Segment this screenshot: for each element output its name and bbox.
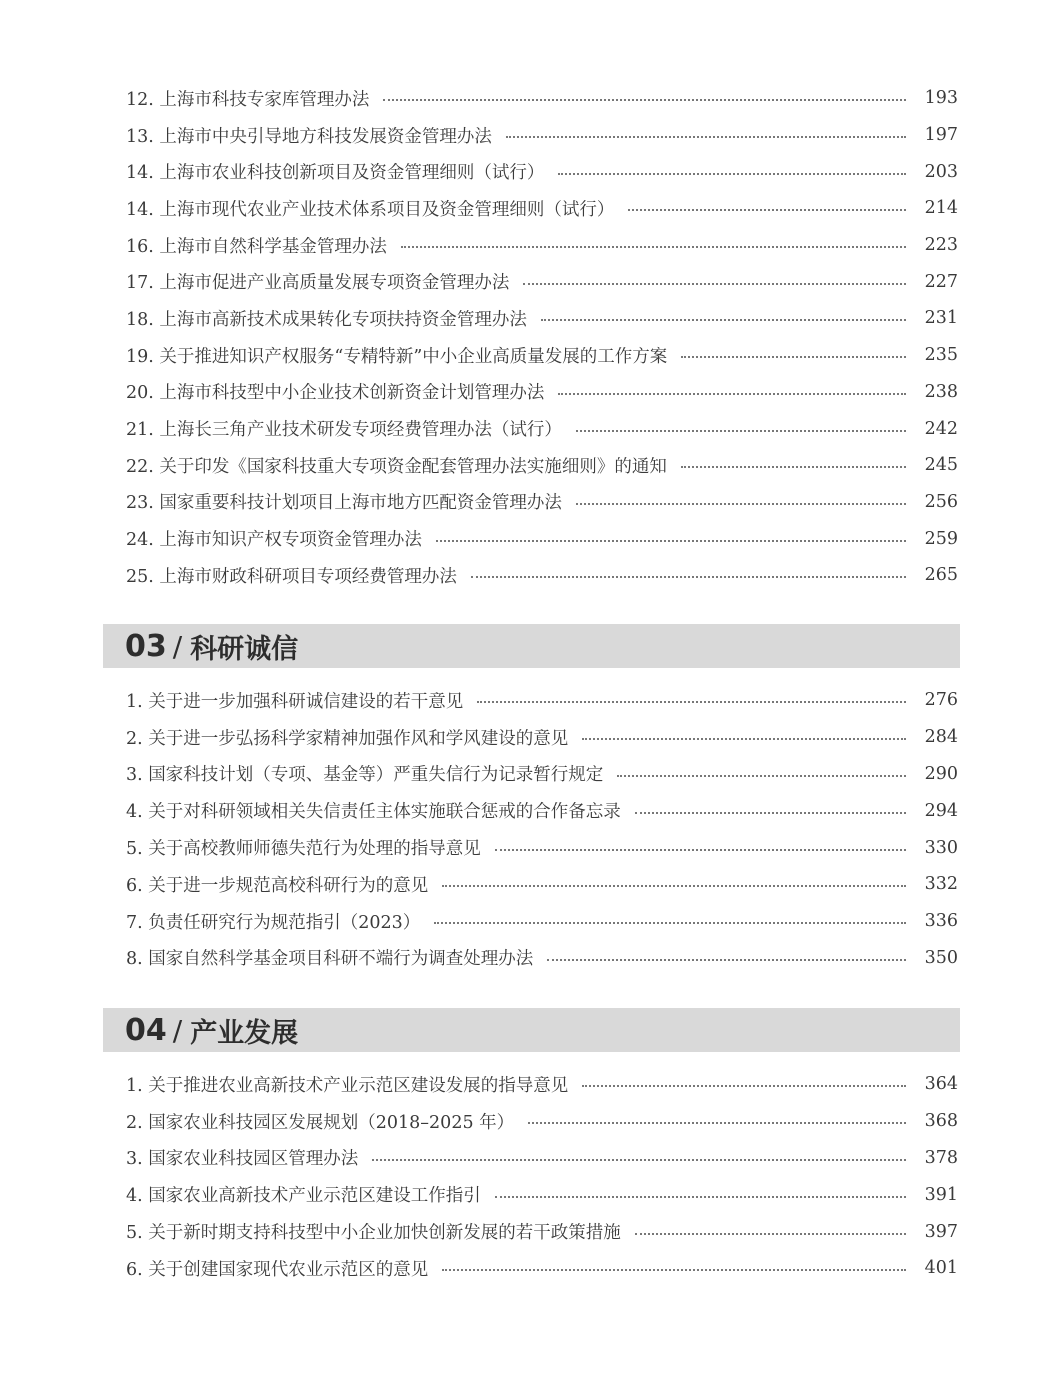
dot-leader — [383, 99, 906, 101]
toc-entry-page: 256 — [924, 491, 958, 512]
dot-leader — [523, 283, 906, 285]
toc-entry[interactable] — [126, 1176, 958, 1213]
dot-leader — [582, 1085, 906, 1087]
toc-entry[interactable] — [126, 80, 958, 117]
toc-entry-title: 1. 关于进一步加强科研诚信建设的若干意见 — [126, 691, 464, 712]
toc-entry-title: 20. 上海市科技型中小企业技术创新资金计划管理办法 — [126, 383, 545, 404]
dot-leader — [681, 356, 906, 358]
dot-leader — [506, 136, 906, 138]
toc-entry-title: 13. 上海市中央引导地方科技发展资金管理办法 — [126, 126, 492, 147]
toc-entry-page: 364 — [924, 1074, 958, 1095]
dot-leader — [442, 1269, 906, 1271]
toc-entry[interactable] — [126, 484, 958, 521]
toc-entry-title: 5. 关于新时期支持科技型中小企业加快创新发展的若干政策措施 — [126, 1223, 621, 1244]
toc-entry-title: 5. 关于高校教师师德失范行为处理的指导意见 — [126, 839, 481, 860]
toc-entry-page: 290 — [924, 763, 958, 784]
toc-entry-page: 401 — [924, 1258, 958, 1279]
dot-leader — [401, 246, 906, 248]
section-number: 03 — [125, 628, 167, 664]
toc-entry[interactable] — [126, 374, 958, 411]
toc-entry[interactable] — [126, 1250, 958, 1287]
dot-leader — [471, 576, 906, 578]
toc-section-02 — [0, 80, 1045, 594]
toc-entry-title: 6. 关于创建国家现代农业示范区的意见 — [126, 1259, 429, 1280]
toc-section-03 — [0, 624, 1045, 976]
dot-leader — [681, 466, 906, 468]
toc-entry[interactable] — [126, 1066, 958, 1103]
toc-entry-page: 336 — [924, 911, 958, 932]
section-separator: / — [172, 1013, 183, 1047]
section-header[interactable] — [103, 624, 960, 668]
toc-entry-page: 397 — [924, 1221, 958, 1242]
toc-section-04 — [0, 1008, 1045, 1287]
toc-list — [0, 682, 1045, 976]
toc-entry-title: 24. 上海市知识产权专项资金管理办法 — [126, 530, 422, 551]
toc-entry-page: 223 — [924, 235, 958, 256]
toc-entry-title: 22. 关于印发《国家科技重大专项资金配套管理办法实施细则》的通知 — [126, 456, 667, 477]
toc-entry-title: 8. 国家自然科学基金项目科研不端行为调查处理办法 — [126, 949, 534, 970]
dot-leader — [495, 1196, 906, 1198]
section-header[interactable] — [103, 1008, 960, 1052]
toc-entry[interactable] — [126, 940, 958, 977]
toc-entry-page: 330 — [924, 837, 958, 858]
toc-list — [0, 1066, 1045, 1287]
toc-entry-title: 2. 关于进一步弘扬科学家精神加强作风和学风建设的意见 — [126, 728, 569, 749]
toc-entry-page: 203 — [924, 161, 958, 182]
toc-entry-page: 284 — [924, 727, 958, 748]
toc-entry-page: 235 — [924, 345, 958, 366]
toc-entry-title: 3. 国家农业科技园区管理办法 — [126, 1149, 359, 1170]
dot-leader — [528, 1122, 906, 1124]
toc-entry-page: 214 — [924, 198, 958, 219]
toc-entry[interactable] — [126, 227, 958, 264]
toc-entry[interactable] — [126, 557, 958, 594]
toc-list — [0, 80, 1045, 594]
toc-entry-page: 391 — [924, 1184, 958, 1205]
dot-leader — [436, 540, 906, 542]
toc-entry[interactable] — [126, 903, 958, 940]
toc-entry[interactable] — [126, 1103, 958, 1140]
toc-entry[interactable] — [126, 1213, 958, 1250]
toc-entry-page: 378 — [924, 1147, 958, 1168]
dot-leader — [576, 430, 906, 432]
toc-entry[interactable] — [126, 756, 958, 793]
dot-leader — [434, 922, 906, 924]
dot-leader — [495, 849, 906, 851]
toc-entry-title: 17. 上海市促进产业高质量发展专项资金管理办法 — [126, 273, 510, 294]
toc-entry-title: 16. 上海市自然科学基金管理办法 — [126, 236, 387, 257]
dot-leader — [617, 775, 906, 777]
dot-leader — [558, 173, 906, 175]
section-separator: / — [172, 629, 183, 663]
toc-entry-title: 3. 国家科技计划（专项、基金等）严重失信行为记录暂行规定 — [126, 765, 604, 786]
toc-entry[interactable] — [126, 153, 958, 190]
toc-entry-page: 231 — [924, 308, 958, 329]
toc-entry-page: 193 — [924, 88, 958, 109]
toc-entry-title: 14. 上海市现代农业产业技术体系项目及资金管理细则（试行） — [126, 199, 615, 220]
dot-leader — [547, 959, 906, 961]
dot-leader — [558, 393, 906, 395]
dot-leader — [372, 1159, 906, 1161]
toc-entry-title: 21. 上海长三角产业技术研发专项经费管理办法（试行） — [126, 420, 562, 441]
toc-entry[interactable] — [126, 117, 958, 154]
toc-entry-title: 14. 上海市农业科技创新项目及资金管理细则（试行） — [126, 163, 545, 184]
toc-entry[interactable] — [126, 829, 958, 866]
dot-leader — [477, 701, 906, 703]
dot-leader — [635, 1233, 906, 1235]
toc-entry-title: 2. 国家农业科技园区发展规划（2018–2025 年） — [126, 1112, 515, 1133]
toc-entry[interactable] — [126, 682, 958, 719]
toc-entry-page: 350 — [924, 947, 958, 968]
toc-entry-page: 197 — [924, 125, 958, 146]
section-number: 04 — [125, 1012, 167, 1048]
toc-entry-title: 6. 关于进一步规范高校科研行为的意见 — [126, 875, 429, 896]
toc-entry-title: 19. 关于推进知识产权服务“专精特新”中小企业高质量发展的工作方案 — [126, 346, 668, 367]
toc-entry-title: 23. 国家重要科技计划项目上海市地方匹配资金管理办法 — [126, 493, 562, 514]
dot-leader — [576, 503, 906, 505]
toc-entry-page: 238 — [924, 381, 958, 402]
toc-entry-page: 294 — [924, 800, 958, 821]
toc-entry-title: 7. 负责任研究行为规范指引（2023） — [126, 912, 421, 933]
toc-entry[interactable] — [126, 866, 958, 903]
section-title: 产业发展 — [190, 1017, 299, 1049]
toc-entry[interactable] — [126, 190, 958, 227]
toc-entry[interactable] — [126, 263, 958, 300]
toc-entry-title: 25. 上海市财政科研项目专项经费管理办法 — [126, 566, 457, 587]
toc-entry[interactable] — [126, 447, 958, 484]
toc-entry-page: 227 — [924, 271, 958, 292]
toc-entry-page: 332 — [924, 874, 958, 895]
toc-entry[interactable] — [126, 792, 958, 829]
dot-leader — [541, 319, 906, 321]
dot-leader — [628, 209, 906, 211]
toc-entry[interactable] — [126, 300, 958, 337]
toc-entry-title: 12. 上海市科技专家库管理办法 — [126, 89, 370, 110]
toc-entry-page: 245 — [924, 455, 958, 476]
toc-entry-page: 259 — [924, 528, 958, 549]
toc-entry-title: 18. 上海市高新技术成果转化专项扶持资金管理办法 — [126, 309, 527, 330]
toc-entry-page: 265 — [924, 565, 958, 586]
dot-leader — [582, 738, 906, 740]
toc-entry-title: 4. 国家农业高新技术产业示范区建设工作指引 — [126, 1186, 481, 1207]
toc-entry-page: 276 — [924, 690, 958, 711]
dot-leader — [635, 812, 906, 814]
toc-entry[interactable] — [126, 1140, 958, 1177]
dot-leader — [442, 885, 906, 887]
toc-entry[interactable] — [126, 337, 958, 374]
toc-entry-title: 4. 关于对科研领域相关失信责任主体实施联合惩戒的合作备忘录 — [126, 802, 621, 823]
toc-entry[interactable] — [126, 410, 958, 447]
toc-entry[interactable] — [126, 520, 958, 557]
toc-entry[interactable] — [126, 719, 958, 756]
toc-entry-page: 368 — [924, 1111, 958, 1132]
section-title: 科研诚信 — [190, 633, 299, 665]
toc-entry-title: 1. 关于推进农业高新技术产业示范区建设发展的指导意见 — [126, 1075, 569, 1096]
toc-entry-page: 242 — [924, 418, 958, 439]
